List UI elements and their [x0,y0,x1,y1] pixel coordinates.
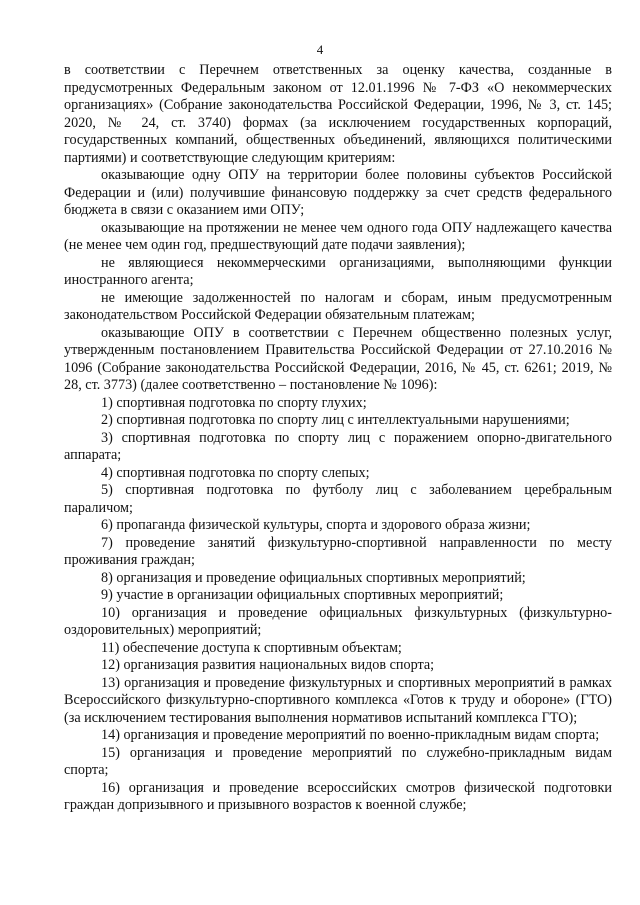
paragraph-criterion-territory: оказывающие одну ОПУ на территории более половины субъектов Российской Федерации и (или) получившие финансовую поддержку за счет средств федерального бюджета в связи с оказанием ими ОПУ; [64,167,612,218]
list-item: 15) организация и проведение мероприятий по служебно-прикладным видам спорта; [64,744,612,778]
document-body [64,62,612,815]
paragraph-criteria-intro: в соответствии с Перечнем ответственных за оценку качества, созданные в предусмотренных Федеральным законом от 12.01.1996 № 7-ФЗ «О некоммерческих организациях» (Собрание законодательства Российской Федерации, 1996, № 3, ст. 145; 2020, № 24, ст. 3740) формах (за исключением государственных корпораций, государственных компаний, общественных объединений, являющихся политическими партиями) и соответствующие следующим критериям: [64,62,612,166]
list-item: 11) обеспечение доступа к спортивным объектам; [101,639,402,656]
paragraph-criterion-foreign-agent: не являющиеся некоммерческими организациями, выполняющими функции иностранного агента; [64,254,612,288]
list-item: 4) спортивная подготовка по спорту слепых; [101,464,370,481]
list-item: 10) организация и проведение официальных физкультурных (физкультурно-оздоровительных) мероприятий; [64,604,612,638]
paragraph-criterion-duration: оказывающие на протяжении не менее чем одного года ОПУ надлежащего качества (не менее чем один год, предшествующий дате подачи заявления); [64,219,612,253]
page-number: 4 [316,42,324,57]
list-item: 1) спортивная подготовка по спорту глухих; [101,394,367,411]
paragraph-criterion-services-list: оказывающие ОПУ в соответствии с Перечнем общественно полезных услуг, утвержденным постановлением Правительства Российской Федерации от 27.10.2016 № 1096 (Собрание законодательства Российской Федерации, 2016, № 45, ст. 6261; 2019, № 28, ст. 3773) (далее соответственно – постановление № 1096): [64,324,612,393]
list-item: 12) организация развития национальных видов спорта; [101,657,435,673]
list-item: 5) спортивная подготовка по футболу лиц с заболеванием церебральным параличом; [64,482,612,516]
list-item: 6) пропаганда физической культуры, спорта и здорового образа жизни; [101,517,531,533]
list-item: 8) организация и проведение официальных спортивных мероприятий; [101,569,526,586]
paragraph-criterion-no-debts: не имеющие задолженностей по налогам и сборам, иным предусмотренным законодательством Российской Федерации обязательным платежам; [64,289,612,323]
list-item: 3) спортивная подготовка по спорту лиц с поражением опорно-двигательного аппарата; [64,429,612,463]
list-item: 16) организация и проведение всероссийских смотров физической подготовки граждан допризывного и призывного возрастов к военной службе; [64,779,612,813]
list-item: 2) спортивная подготовка по спорту лиц с интеллектуальными нарушениями; [101,412,570,428]
list-item: 13) организация и проведение физкультурных и спортивных мероприятий в рамках Всероссийского физкультурно-спортивного комплекса «Готов к труду и обороне» (ГТО) (за исключением тестирования выполнения нормативов испытаний комплекса ГТО); [64,674,612,726]
list-item: 14) организация и проведение мероприятий по военно-прикладным видам спорта; [101,727,600,743]
list-item: 7) проведение занятий физкультурно-спортивной направленности по месту проживания граждан; [64,534,612,568]
list-item: 9) участие в организации официальных спортивных мероприятий; [101,587,504,603]
